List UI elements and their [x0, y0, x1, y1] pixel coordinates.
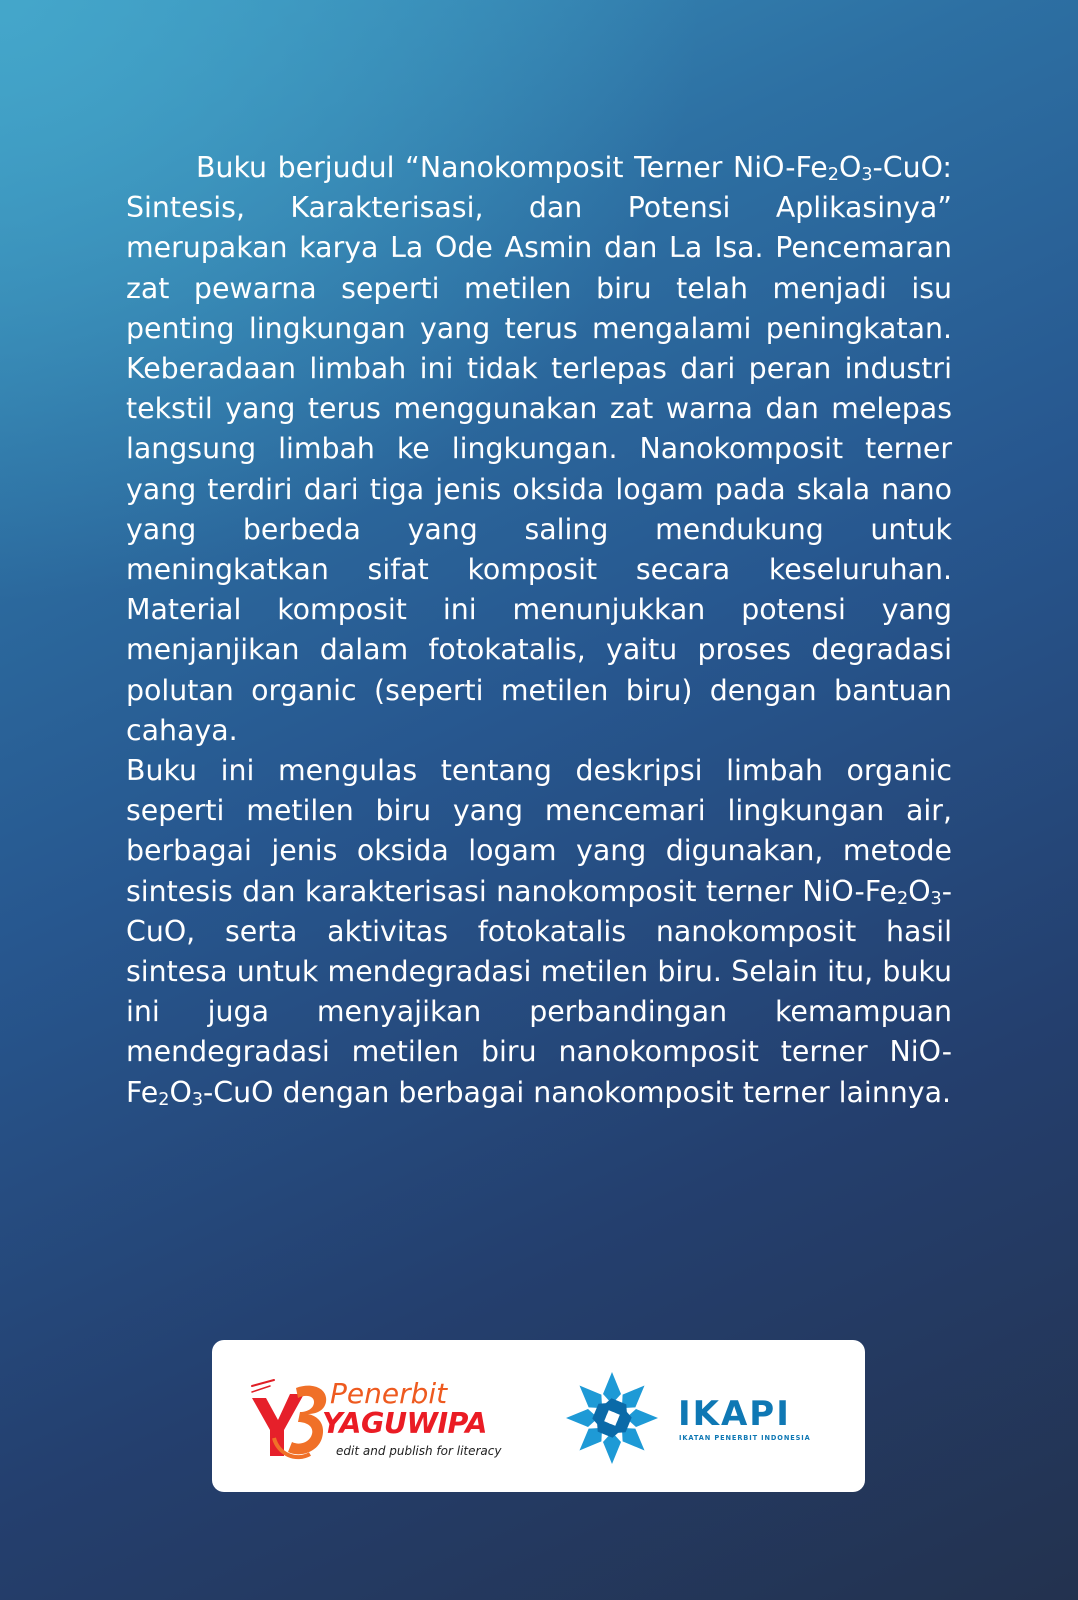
text-run: Buku ini mengulas tentang deskripsi limbah organic seperti metilen biru yang mencemari lingkungan air, berbagai jenis oksida logam yang digunakan, metode sintesis dan karakterisasi nanokomposit terner NiO-Fe — [126, 754, 952, 908]
text-run: O — [838, 151, 862, 184]
synopsis-paragraph-2 — [126, 751, 952, 1113]
text-run: O — [169, 1075, 192, 1109]
ikapi-logo-icon — [562, 1368, 662, 1468]
subscript: 3 — [191, 1089, 204, 1110]
yaguwipa-logo-icon — [244, 1368, 334, 1468]
yaguwipa-name: YAGUWIPA — [322, 1407, 487, 1440]
ikapi-name: IKAPI — [678, 1394, 791, 1434]
subscript: 2 — [158, 1089, 170, 1110]
text-run: -CuO: Sintesis, Karakterisasi, dan Potensi Aplikasinya” merupakan karya La Ode Asmin dan La Isa. Pencemaran zat pewarna seperti metilen biru telah menjadi isu penting lingkungan yang terus mengalami peningkatan. Keberadaan limbah ini tidak terlepas dari peran industri tekstil yang terus menggunakan zat warna dan melepas langsung limbah ke lingkungan. Nanokomposit terner yang terdiri dari tiga jenis oksida logam pada skala nano yang berbeda yang saling mendukung untuk meningkatkan sifat komposit secara keseluruhan. Material komposit ini menunjukkan potensi yang menjanjikan dalam fotokatalis, yaitu proses degradasi polutan organic (seperti metilen biru) dengan bantuan cahaya. — [126, 151, 952, 747]
yaguwipa-tagline: edit and publish for literacy — [336, 1444, 502, 1458]
text-run: -CuO, serta aktivitas fotokatalis nanokomposit hasil sintesa untuk mendegradasi metilen biru. Selain itu, buku ini juga menyajikan perbandingan kemampuan mendegradasi metilen biru nanokomposit terner NiO-Fe — [126, 874, 952, 1109]
synopsis — [126, 148, 952, 1113]
subscript: 2 — [896, 888, 909, 909]
text-run: O — [908, 874, 931, 908]
subscript: 3 — [861, 165, 873, 186]
publisher-logo-card — [212, 1340, 865, 1492]
text-run: Buku berjudul “Nanokomposit Terner NiO-Fe — [196, 151, 828, 184]
synopsis-paragraph-1 — [126, 148, 952, 751]
yaguwipa-penerbit-label: Penerbit — [330, 1377, 448, 1410]
text-run: -CuO dengan berbagai nanokomposit terner lainnya. — [203, 1075, 952, 1109]
subscript: 2 — [827, 165, 839, 186]
ikapi-subtitle: IKATAN PENERBIT INDONESIA — [679, 1434, 811, 1442]
subscript: 3 — [930, 888, 942, 909]
